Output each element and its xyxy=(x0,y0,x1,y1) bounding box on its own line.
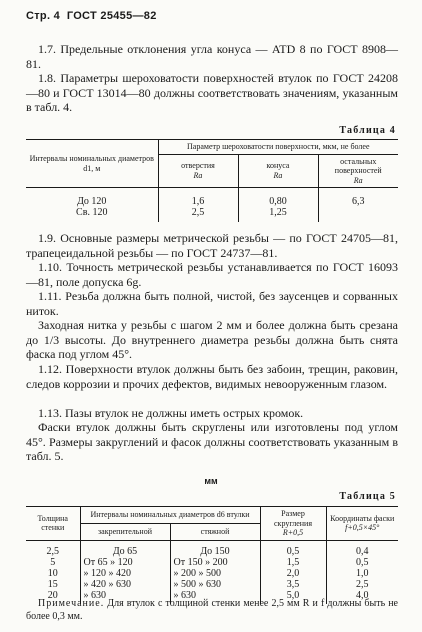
t5-cell: От 65 » 120 xyxy=(80,557,170,568)
table-row xyxy=(26,540,398,557)
t5-cell: 2,5 xyxy=(356,578,369,590)
paragraph-1-9: 1.9. Основные размеры метрической резьбы — по ГОСТ 24705—81, трапецеидальной резьбы — по ГОСТ 24737—81. xyxy=(26,231,398,260)
t5-header-chamfer: Координаты фаски xyxy=(330,513,395,523)
t5-cell: 10 xyxy=(26,568,80,579)
paragraph-1-13: 1.13. Пазы втулок не должны иметь острых кромок. xyxy=(38,406,304,420)
t5-cell: 0,5 xyxy=(356,556,369,568)
page-number: Стр. 4 xyxy=(26,10,61,22)
paragraph-1-12: 1.12. Поверхности втулок должны быть без забоин, трещин, раковин, следов коррозии и прочих дефектов, видимых невооруженным глазом. xyxy=(26,362,398,391)
note-text: Для втулок с толщиной стенки менее 2,5 мм R и f должны быть не более 0,3 мм. xyxy=(26,598,398,622)
standard-id: ГОСТ 25455—82 xyxy=(66,10,157,22)
table-row xyxy=(26,568,398,579)
paragraph-thread: Заходная нитка у резьбы с шагом 2 мм и более должна быть срезана до 1/3 высоты. До внутреннего диаметра резьбы должна быть снята фаска под углом 45°. xyxy=(26,318,398,361)
t4-cell: До 120 xyxy=(26,188,158,208)
t5-header-thickness: Толщина стенки xyxy=(26,507,80,541)
t5-chamfer-sym: f+0,5×45° xyxy=(345,523,380,533)
table5-units: мм xyxy=(204,476,218,486)
table-row xyxy=(26,557,398,568)
t4-sym-cone: Ra xyxy=(273,170,283,180)
t4-header-hole: отверстия xyxy=(181,161,215,171)
t5-cell: 20 xyxy=(26,590,80,604)
t5-cell: До 65 xyxy=(80,540,170,557)
t5-cell: » 120 » 420 xyxy=(80,568,170,579)
paragraph-1-7: 1.7. Предельные отклонения угла конуса — ATD 8 по ГОСТ 8908—81. xyxy=(26,42,398,71)
table-4 xyxy=(26,139,398,222)
t5-cell: До 150 xyxy=(170,540,260,557)
t5-cell: 3,5 xyxy=(260,579,326,590)
table-row xyxy=(26,579,398,590)
t4-header-group: Параметр шероховатости поверхности, мкм, не более xyxy=(158,140,398,155)
t5-cell: 15 xyxy=(26,579,80,590)
t4-header-other: остальных поверхностей xyxy=(334,156,382,175)
table-row xyxy=(26,188,398,208)
t5-cell: 2,0 xyxy=(260,568,326,579)
t5-cell: От 150 » 200 xyxy=(170,557,260,568)
t4-sym-hole: Ra xyxy=(193,170,203,180)
t4-header-cone: конуса xyxy=(266,161,290,171)
t5-cell: 5,0 xyxy=(260,590,326,604)
t5-cell: 5 xyxy=(26,557,80,568)
t5-cell: 4,0 xyxy=(356,589,369,601)
t5-cell: 0,4 xyxy=(356,545,369,557)
t4-cell: 0,80 xyxy=(238,188,318,208)
table-5 xyxy=(26,506,398,604)
t5-cell: 0,5 xyxy=(260,540,326,557)
t5-cell: » 420 » 630 xyxy=(80,579,170,590)
t4-header-interval: Интервалы номинальных диаметров d1, м xyxy=(26,140,158,188)
t5-cell: » 630 xyxy=(80,590,170,604)
t5-cell: » 500 » 630 xyxy=(170,579,260,590)
t4-cell: 6,3 xyxy=(352,196,365,207)
t5-cell: » 630 xyxy=(170,590,260,604)
t5-cell: » 200 » 500 xyxy=(170,568,260,579)
t4-cell: 1,6 xyxy=(158,188,238,208)
t5-header-radius: Размер скругления xyxy=(274,509,312,528)
table4-caption: Таблица 4 xyxy=(339,125,396,136)
t4-cell: 2,5 xyxy=(158,207,238,222)
table5-caption: Таблица 5 xyxy=(339,491,396,502)
t5-header-closing: закрепительной xyxy=(80,523,170,540)
page-header xyxy=(26,10,157,22)
t5-cell: 2,5 xyxy=(26,540,80,557)
t5-cell: 1,0 xyxy=(356,567,369,579)
t4-cell: 1,25 xyxy=(238,207,318,222)
t4-cell: Св. 120 xyxy=(26,207,158,222)
t5-radius-sym: R+0,5 xyxy=(282,528,304,537)
note-label: Примечание. xyxy=(38,598,105,609)
t5-cell: 1,5 xyxy=(260,557,326,568)
paragraph-1-8: 1.8. Параметры шероховатости поверхностей втулок по ГОСТ 24208—80 и ГОСТ 13014—80 должны соответствовать значениям, указанным в табл. 4. xyxy=(26,71,398,114)
paragraph-1-10: 1.10. Точность метрической резьбы устанавливается по ГОСТ 16093—81, поле допуска 6g. xyxy=(26,260,398,289)
t4-sym-other: Ra xyxy=(353,175,363,185)
t5-header-pulling: стяжной xyxy=(170,523,260,540)
table5-note xyxy=(26,598,398,623)
paragraph-1-11: 1.11. Резьба должна быть полной, чистой, без заусенцев и сорванных ниток. xyxy=(26,289,398,318)
t5-header-interval: Интервалы номинальных диаметров d6 втулки xyxy=(80,507,260,524)
paragraph-chamfers: Фаски втулок должны быть скруглены или изготовлены под углом 45°. Размеры закруглений и фасок должны соответствовать указанным в табл. 5. xyxy=(26,420,398,463)
